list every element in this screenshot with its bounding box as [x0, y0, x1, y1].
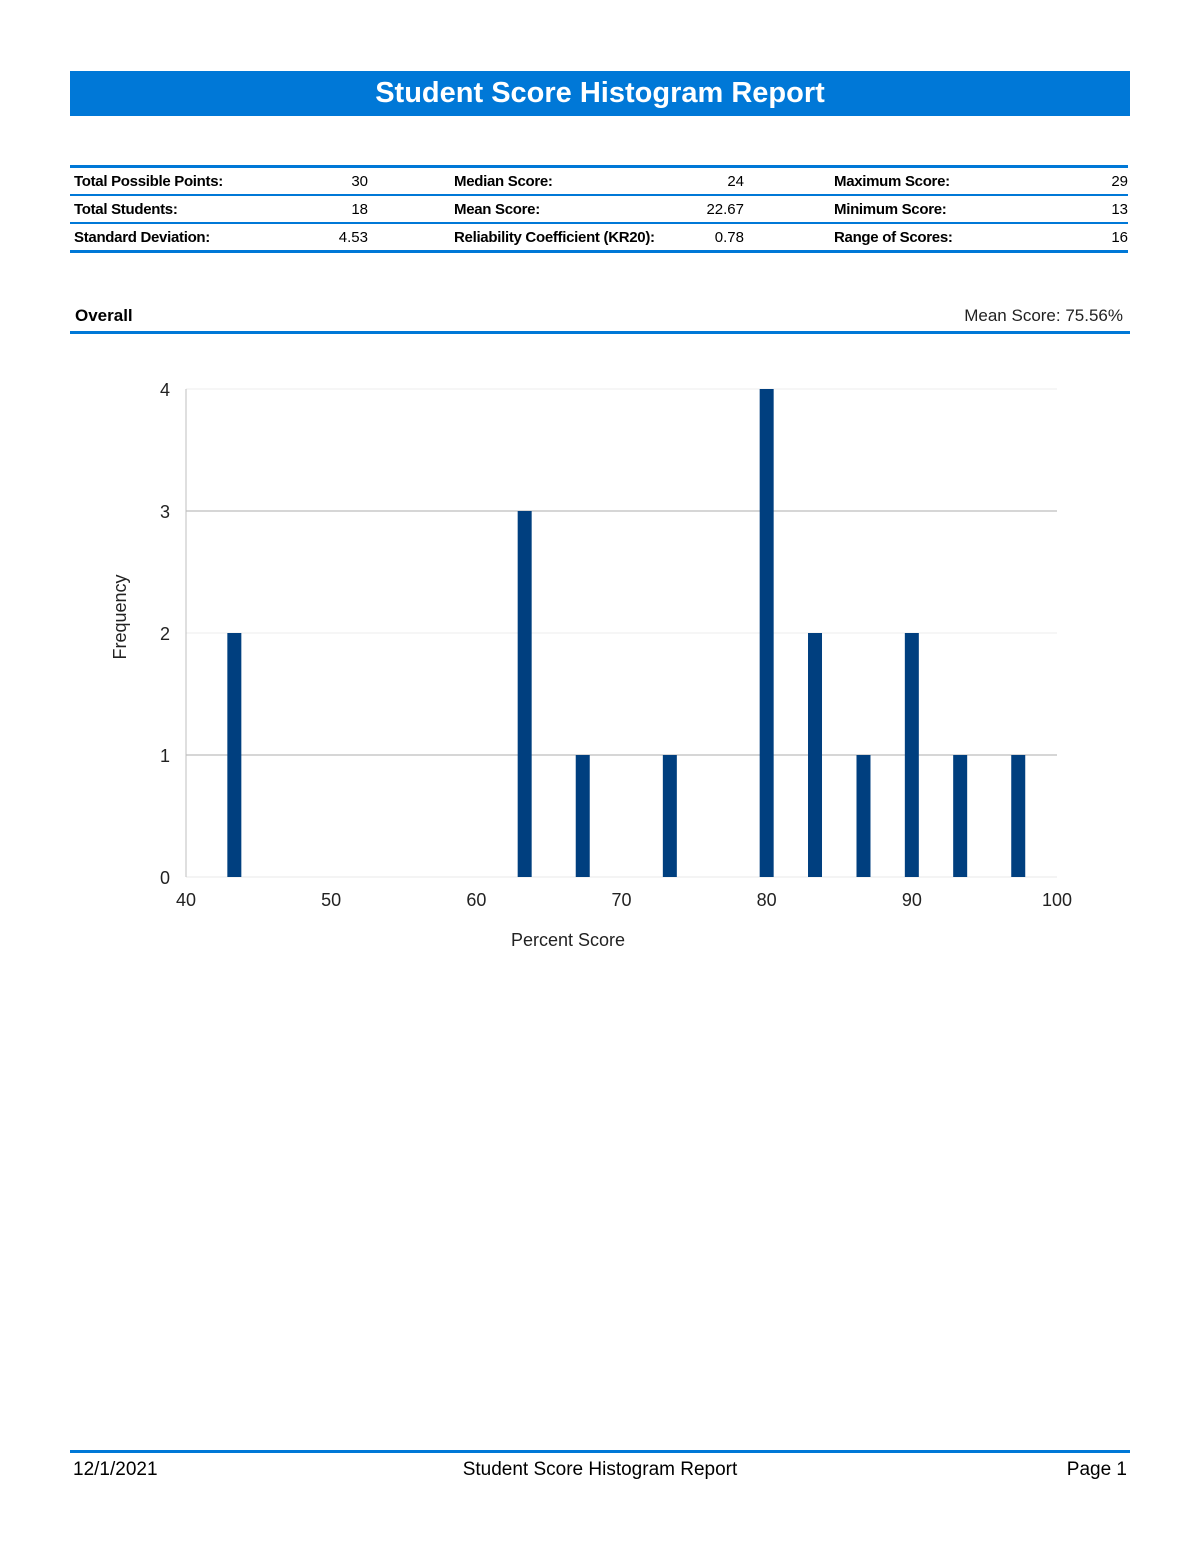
histogram-bar	[663, 755, 677, 877]
footer-page-number: Page 1	[1066, 1459, 1127, 1480]
x-axis-label: Percent Score	[510, 930, 626, 950]
stat-value: 0.78	[714, 228, 744, 246]
stat-label: Standard Deviation:	[74, 228, 210, 246]
footer-date: 12/1/2021	[73, 1459, 158, 1480]
section-mean-score: Mean Score: 75.56%	[964, 306, 1123, 325]
histogram-bar	[760, 389, 774, 877]
stat-value: 24	[727, 172, 744, 190]
y-tick-label: 2	[159, 624, 170, 644]
histogram-bar	[227, 633, 241, 877]
histogram-bar	[905, 633, 919, 877]
stat-label: Median Score:	[454, 172, 553, 190]
histogram-bar	[518, 511, 532, 877]
stat-value: 4.53	[338, 228, 368, 246]
histogram-bar	[576, 755, 590, 877]
gridlines	[186, 389, 1057, 877]
stat-value: 13	[1111, 200, 1128, 218]
histogram-bar	[1011, 755, 1025, 877]
stat-value: 16	[1111, 228, 1128, 246]
stat-value: 29	[1111, 172, 1128, 190]
x-tick-label: 40	[175, 890, 197, 910]
y-tick-label: 1	[159, 746, 170, 766]
section-name: Overall	[75, 306, 133, 325]
y-axis-label: Frequency	[110, 574, 130, 660]
stat-label: Total Students:	[74, 200, 178, 218]
stat-label: Total Possible Points:	[74, 172, 223, 190]
footer-title: Student Score Histogram Report	[462, 1459, 738, 1480]
stat-value: 30	[351, 172, 368, 190]
x-tick-label: 100	[1041, 890, 1073, 910]
report-title: Student Score Histogram Report	[70, 71, 1130, 116]
x-tick-label: 50	[321, 890, 342, 910]
histogram-bar	[856, 755, 870, 877]
histogram-bar	[808, 633, 822, 877]
page-footer	[70, 1450, 1130, 1481]
y-tick-label: 3	[159, 502, 170, 522]
stat-value: 18	[351, 200, 368, 218]
x-tick-label: 80	[756, 890, 777, 910]
stat-value: 22.67	[706, 200, 744, 218]
stat-label: Mean Score:	[454, 200, 540, 218]
stat-label: Reliability Coefficient (KR20):	[454, 228, 655, 246]
y-tick-label: 0	[159, 868, 170, 888]
tick-labels	[160, 380, 1072, 910]
y-tick-label: 4	[159, 380, 170, 400]
x-tick-label: 90	[901, 890, 922, 910]
stat-label: Minimum Score:	[834, 200, 947, 218]
stat-label: Range of Scores:	[834, 228, 953, 246]
histogram-bar	[953, 755, 967, 877]
x-tick-label: 70	[611, 890, 632, 910]
stat-label: Maximum Score:	[834, 172, 950, 190]
x-tick-label: 60	[466, 890, 487, 910]
